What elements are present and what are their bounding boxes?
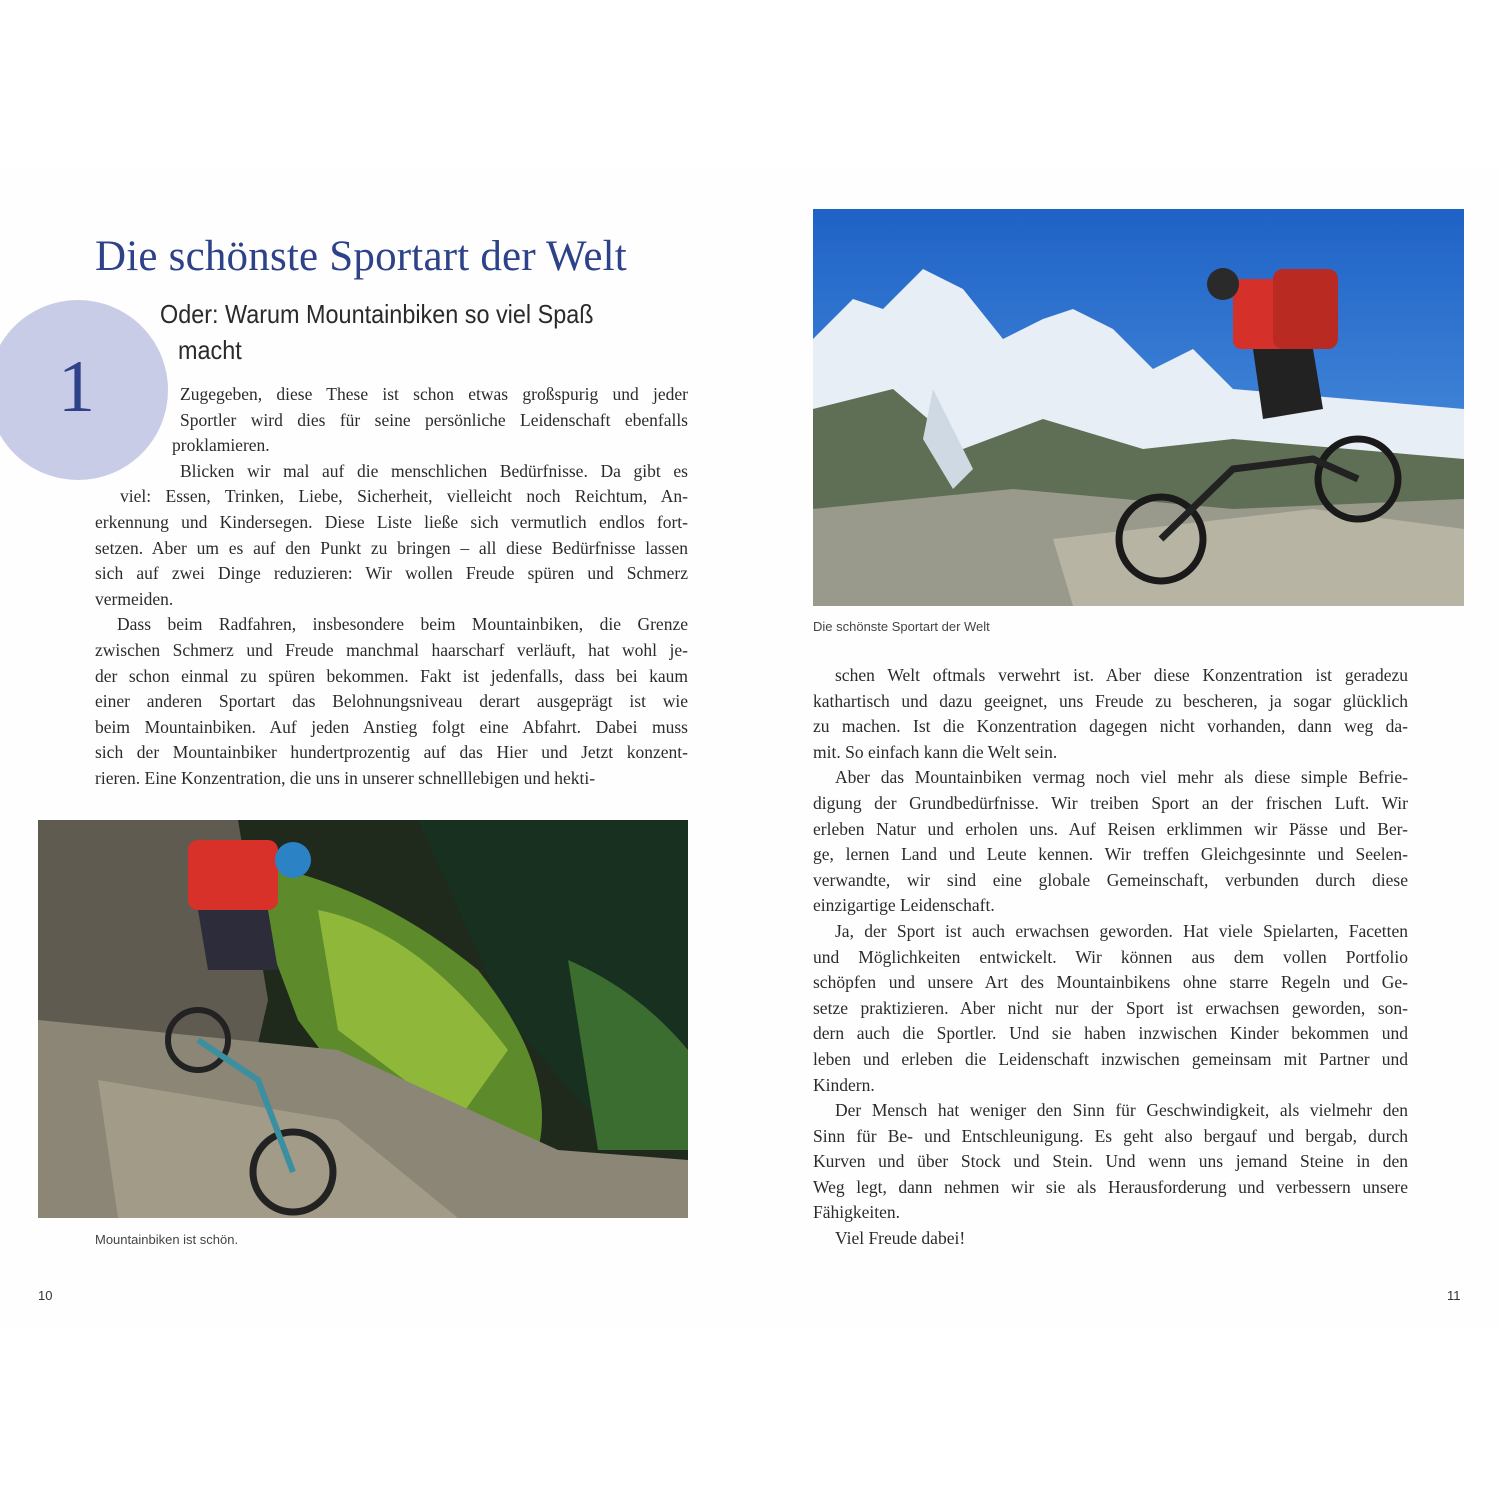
subtitle-line: Oder: Warum Mountainbiken so viel Spaß xyxy=(160,299,594,329)
chapter-number: 1 xyxy=(58,346,95,428)
text-line: Aber das Mountainbiken vermag noch viel mehr als diese simple Befrie- xyxy=(835,767,1408,788)
text-line: der schon einmal zu spüren bekommen. Fakt ist jedenfalls, dass bei kaum xyxy=(95,665,688,686)
text-line: schöpfen und unsere Art des Mountainbikens ohne starre Regeln und Ge- xyxy=(813,972,1408,993)
text-line: viel: Essen, Trinken, Liebe, Sicherheit, vielleicht noch Reichtum, An- xyxy=(120,486,688,507)
photo-alpine-rider xyxy=(813,209,1464,606)
text-line: Sportler wird dies für seine persönliche Leidenschaft ebenfalls xyxy=(180,409,688,430)
text-line: Viel Freude dabei! xyxy=(835,1228,966,1249)
text-line: proklamieren. xyxy=(172,435,270,456)
text-line: Fähigkeiten. xyxy=(813,1202,900,1223)
text-line: digung der Grundbedürfnisse. Wir treiben Sport an der frischen Luft. Wir xyxy=(813,792,1408,813)
chapter-title: Die schönste Sportart der Welt xyxy=(95,233,627,280)
text-line: vermeiden. xyxy=(95,588,174,609)
text-line: einzigartige Leidenschaft. xyxy=(813,895,995,916)
text-line: verwandte, wir sind eine globale Gemeinschaft, verbunden durch diese xyxy=(813,869,1408,890)
text-line: erleben Natur und erholen uns. Auf Reisen erklimmen wir Pässe und Ber- xyxy=(813,818,1408,839)
text-line: rieren. Eine Konzentration, die uns in unserer schnelllebigen und hekti- xyxy=(95,767,596,788)
text-line: sich der Mountainbiker hundertprozentig auf das Hier und Jetzt konzent- xyxy=(95,742,688,763)
text-line: mit. So einfach kann die Welt sein. xyxy=(813,741,1058,762)
text-line: beim Mountainbiken. Auf jeden Anstieg folgt eine Abfahrt. Dabei muss xyxy=(95,716,688,737)
text-line: Ja, der Sport ist auch erwachsen geworden. Hat viele Spielarten, Facetten xyxy=(835,920,1408,941)
text-line: leben und erleben die Leidenschaft inzwischen gemeinsam mit Partner und xyxy=(813,1048,1408,1069)
photo-trail-rider xyxy=(38,820,688,1218)
photo-caption: Die schönste Sportart der Welt xyxy=(813,619,990,634)
text-line: Der Mensch hat weniger den Sinn für Geschwindigkeit, als vielmehr den xyxy=(835,1100,1408,1121)
subtitle-line: macht xyxy=(178,335,242,365)
text-line: ge, lernen Land und Leute kennen. Wir treffen Gleichgesinnte und Seelen- xyxy=(813,844,1408,865)
text-line: Zugegeben, diese These ist schon etwas großspurig und jeder xyxy=(180,384,688,404)
page-number-left: 10 xyxy=(38,1288,53,1303)
text-line: setze praktizieren. Aber nicht nur der Sport ist erwachsen geworden, son- xyxy=(813,997,1408,1018)
text-line: einer anderen Sportart das Belohnungsniveau derart ausgeprägt ist wie xyxy=(95,691,688,712)
text-line: zu machen. Ist die Konzentration dagegen nicht vorhanden, dann weg da- xyxy=(813,716,1408,737)
text-line: dern auch die Sportler. Und sie haben inzwischen Kinder bekommen und xyxy=(813,1023,1408,1044)
chapter-subtitle xyxy=(160,296,594,368)
text-line: Dass beim Radfahren, insbesondere beim Mountainbiken, die Grenze xyxy=(117,614,688,635)
text-line: Sinn für Be- und Entschleunigung. Es geht also bergauf und bergab, durch xyxy=(813,1125,1408,1146)
text-line: Blicken wir mal auf die menschlichen Bedürfnisse. Da gibt es xyxy=(180,460,688,481)
right-body-text xyxy=(813,663,1408,1252)
photo-caption: Mountainbiken ist schön. xyxy=(95,1232,239,1247)
text-line: Kindern. xyxy=(813,1074,875,1095)
text-line: schen Welt oftmals verwehrt ist. Aber diese Konzentration ist geradezu xyxy=(835,665,1408,685)
text-line: zwischen Schmerz und Freude manchmal haarscharf verläuft, hat wohl je- xyxy=(95,639,688,660)
page-number-right: 11 xyxy=(1447,1288,1461,1303)
text-line: und Möglichkeiten entwickelt. Wir können aus dem vollen Portfolio xyxy=(813,946,1408,967)
text-line: Weg legt, dann nehmen wir sie als Herausforderung und verbessern unsere xyxy=(813,1176,1408,1197)
text-line: Kurven und über Stock und Stein. Und wenn uns jemand Steine in den xyxy=(813,1151,1408,1172)
text-line: setzen. Aber um es auf den Punkt zu bringen – all diese Bedürfnisse lassen xyxy=(95,537,688,558)
text-line: sich auf zwei Dinge reduzieren: Wir wollen Freude spüren und Schmerz xyxy=(95,563,688,584)
text-line: erkennung und Kindersegen. Diese Liste ließe sich vermutlich endlos fort- xyxy=(95,511,688,532)
left-body-text xyxy=(95,382,688,792)
text-line: kathartisch und dazu geeignet, uns Freude zu bescheren, ja sogar glücklich xyxy=(813,690,1408,711)
